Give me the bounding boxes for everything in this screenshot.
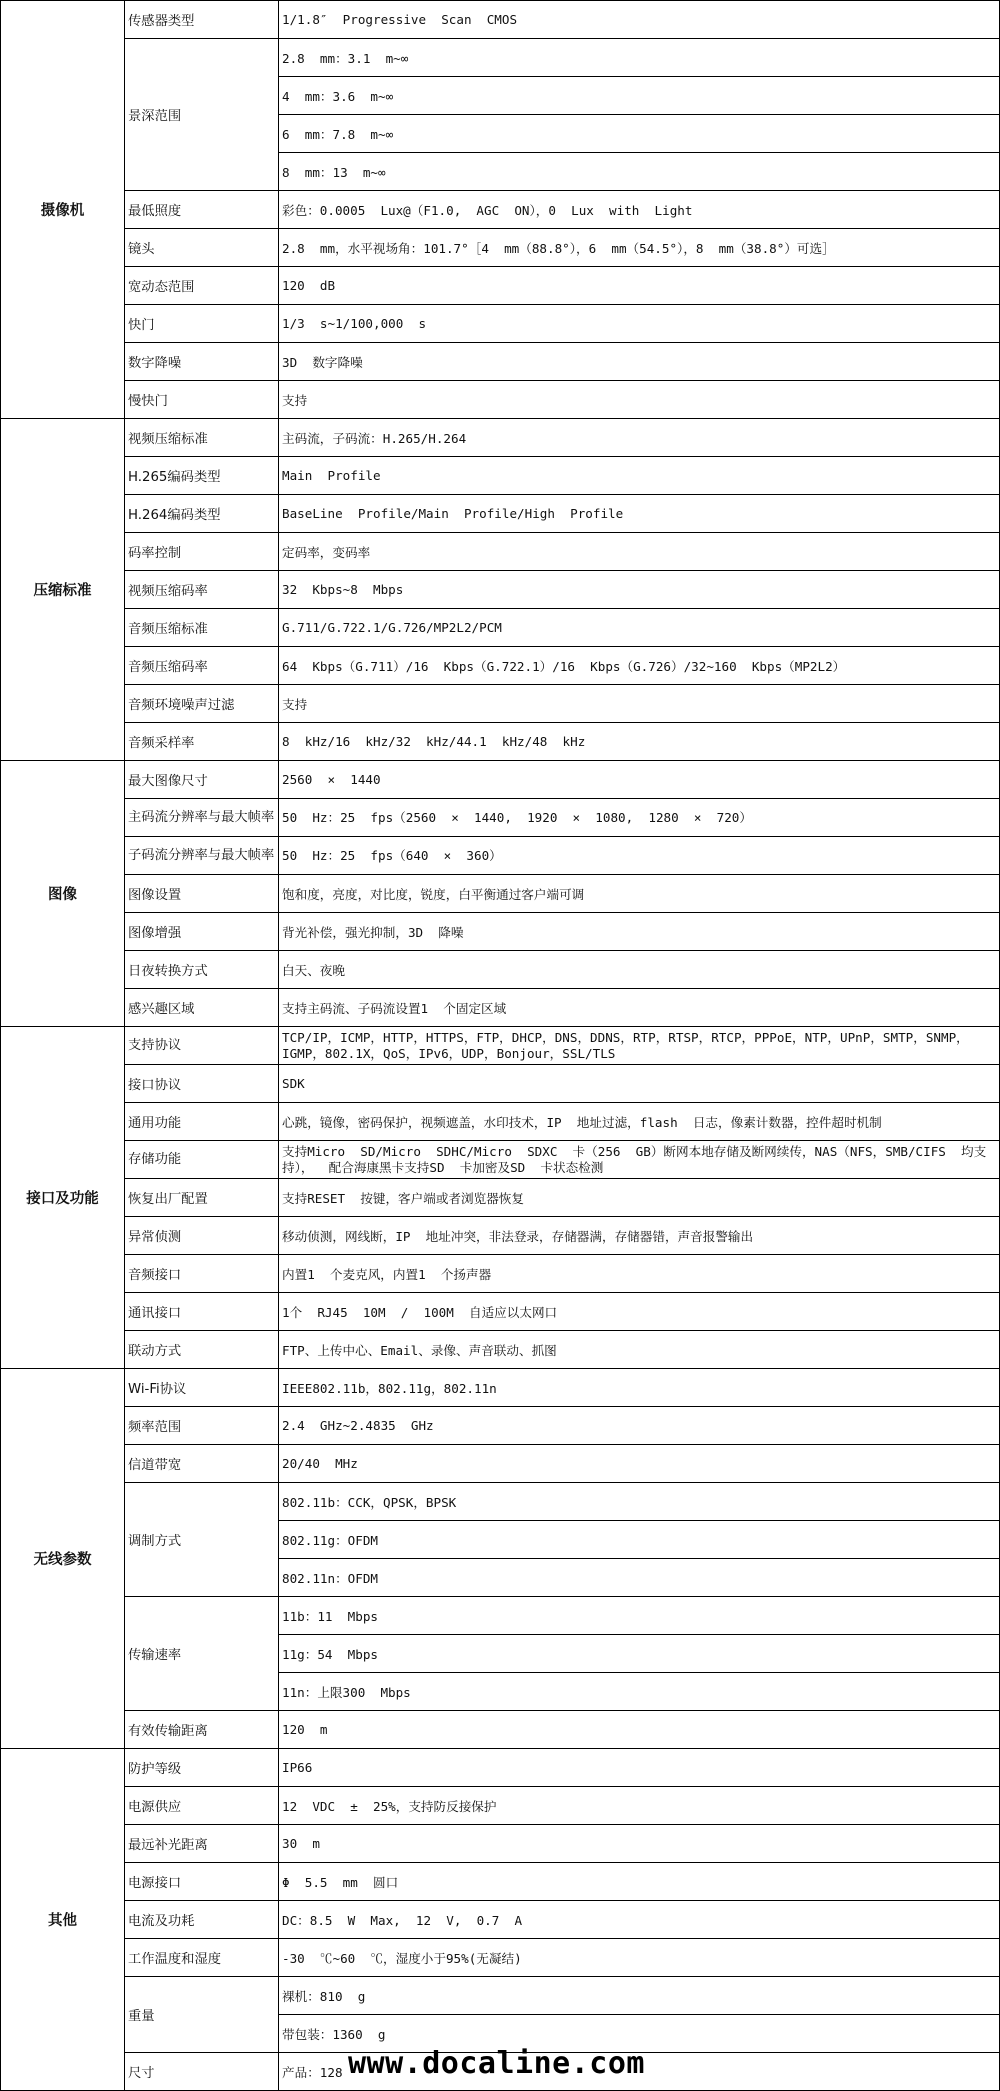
spec-row	[1, 229, 1000, 267]
spec-row	[1, 571, 1000, 609]
spec-row	[1, 457, 1000, 495]
spec-value: 背光补偿，强光抑制，3D 降噪	[279, 913, 1000, 951]
feature-label: 存储功能	[125, 1141, 279, 1179]
spec-value: 50 Hz：25 fps（640 × 360）	[279, 837, 1000, 875]
spec-row	[1, 685, 1000, 723]
spec-row	[1, 191, 1000, 229]
spec-value: G.711/G.722.1/G.726/MP2L2/PCM	[279, 609, 1000, 647]
feature-label: 视频压缩码率	[125, 571, 279, 609]
feature-label: 传感器类型	[125, 1, 279, 39]
spec-row	[1, 381, 1000, 419]
spec-row	[1, 39, 1000, 77]
spec-row	[1, 1293, 1000, 1331]
feature-label: 电源供应	[125, 1787, 279, 1825]
feature-label: 数字降噪	[125, 343, 279, 381]
spec-value: 802.11g：OFDM	[279, 1521, 1000, 1559]
spec-row	[1, 267, 1000, 305]
spec-value: 支持	[279, 381, 1000, 419]
feature-label: 宽动态范围	[125, 267, 279, 305]
spec-value: 白天、夜晚	[279, 951, 1000, 989]
spec-value: Main Profile	[279, 457, 1000, 495]
category-label: 其他	[1, 1749, 125, 2091]
spec-row	[1, 1597, 1000, 1635]
spec-value: 802.11n：OFDM	[279, 1559, 1000, 1597]
spec-value: SDK	[279, 1065, 1000, 1103]
feature-label: 支持协议	[125, 1027, 279, 1065]
category-label: 图像	[1, 761, 125, 1027]
feature-label: H.264编码类型	[125, 495, 279, 533]
category-label: 摄像机	[1, 1, 125, 419]
spec-value: 30 m	[279, 1825, 1000, 1863]
spec-row	[1, 1825, 1000, 1863]
spec-value: IEEE802.11b，802.11g，802.11n	[279, 1369, 1000, 1407]
spec-value: Φ 5.5 mm 圆口	[279, 1863, 1000, 1901]
feature-label: 联动方式	[125, 1331, 279, 1369]
feature-label: 景深范围	[125, 39, 279, 191]
spec-row	[1, 951, 1000, 989]
spec-value: 饱和度，亮度，对比度，锐度，白平衡通过客户端可调	[279, 875, 1000, 913]
spec-value: FTP、上传中心、Email、录像、声音联动、抓图	[279, 1331, 1000, 1369]
feature-label: Wi-Fi协议	[125, 1369, 279, 1407]
feature-label: 音频采样率	[125, 723, 279, 761]
spec-row	[1, 647, 1000, 685]
spec-value: 20/40 MHz	[279, 1445, 1000, 1483]
spec-value: 11g：54 Mbps	[279, 1635, 1000, 1673]
feature-label: 接口协议	[125, 1065, 279, 1103]
feature-label: 工作温度和湿度	[125, 1939, 279, 1977]
spec-table-body	[1, 1, 1000, 2091]
spec-value: 心跳，镜像，密码保护，视频遮盖，水印技术，IP 地址过滤，flash 日志，像素计数器，控件超时机制	[279, 1103, 1000, 1141]
feature-label: 通讯接口	[125, 1293, 279, 1331]
spec-row	[1, 533, 1000, 571]
feature-label: 码率控制	[125, 533, 279, 571]
feature-label: 感兴趣区域	[125, 989, 279, 1027]
spec-row	[1, 609, 1000, 647]
spec-value: 支持主码流、子码流设置1 个固定区域	[279, 989, 1000, 1027]
spec-row	[1, 761, 1000, 799]
spec-value: 支持Micro SD/Micro SDHC/Micro SDXC 卡（256 GB）断网本地存储及断网续传，NAS（NFS，SMB/CIFS 均支持）， 配合海康黑卡支持SD 卡加密及SD 卡状态检测	[279, 1141, 1000, 1179]
spec-row	[1, 1103, 1000, 1141]
spec-value: 主码流，子码流：H.265/H.264	[279, 419, 1000, 457]
feature-label: 快门	[125, 305, 279, 343]
watermark: www.docaline.com	[348, 2046, 645, 2081]
spec-value: 8 mm：13 m~∞	[279, 153, 1000, 191]
feature-label: 尺寸	[125, 2053, 279, 2091]
feature-label: H.265编码类型	[125, 457, 279, 495]
spec-value: 内置1 个麦克风，内置1 个扬声器	[279, 1255, 1000, 1293]
spec-row	[1, 1939, 1000, 1977]
spec-value: DC：8.5 W Max, 12 V, 0.7 A	[279, 1901, 1000, 1939]
spec-value: 11b：11 Mbps	[279, 1597, 1000, 1635]
feature-label: 异常侦测	[125, 1217, 279, 1255]
feature-label: 有效传输距离	[125, 1711, 279, 1749]
spec-value: 64 Kbps（G.711）/16 Kbps（G.722.1）/16 Kbps（G.726）/32~160 Kbps（MP2L2）	[279, 647, 1000, 685]
spec-row	[1, 495, 1000, 533]
spec-value: 1个 RJ45 10M / 100M 自适应以太网口	[279, 1293, 1000, 1331]
feature-label: 电流及功耗	[125, 1901, 279, 1939]
feature-label: 最低照度	[125, 191, 279, 229]
spec-value: 8 kHz/16 kHz/32 kHz/44.1 kHz/48 kHz	[279, 723, 1000, 761]
spec-row	[1, 1407, 1000, 1445]
spec-row	[1, 419, 1000, 457]
feature-label: 恢复出厂配置	[125, 1179, 279, 1217]
spec-value: 定码率，变码率	[279, 533, 1000, 571]
spec-value: 支持	[279, 685, 1000, 723]
feature-label: 通用功能	[125, 1103, 279, 1141]
spec-value: 3D 数字降噪	[279, 343, 1000, 381]
feature-label: 音频接口	[125, 1255, 279, 1293]
spec-value: 带包装：1360 g	[279, 2015, 1000, 2053]
feature-label: 主码流分辨率与最大帧率	[125, 799, 279, 837]
spec-value: 802.11b：CCK，QPSK，BPSK	[279, 1483, 1000, 1521]
spec-row	[1, 1331, 1000, 1369]
spec-value: 支持RESET 按键，客户端或者浏览器恢复	[279, 1179, 1000, 1217]
spec-row	[1, 1787, 1000, 1825]
spec-value: 2.4 GHz~2.4835 GHz	[279, 1407, 1000, 1445]
feature-label: 视频压缩标准	[125, 419, 279, 457]
spec-value: 120 dB	[279, 267, 1000, 305]
spec-row	[1, 1141, 1000, 1179]
spec-value: 4 mm：3.6 m~∞	[279, 77, 1000, 115]
spec-row	[1, 1483, 1000, 1521]
spec-row	[1, 1977, 1000, 2015]
feature-label: 电源接口	[125, 1863, 279, 1901]
spec-row	[1, 1027, 1000, 1065]
spec-value: 32 Kbps~8 Mbps	[279, 571, 1000, 609]
feature-label: 子码流分辨率与最大帧率	[125, 837, 279, 875]
spec-row	[1, 875, 1000, 913]
category-label: 接口及功能	[1, 1027, 125, 1369]
spec-value: 2560 × 1440	[279, 761, 1000, 799]
feature-label: 镜头	[125, 229, 279, 267]
feature-label: 最远补光距离	[125, 1825, 279, 1863]
spec-value: 120 m	[279, 1711, 1000, 1749]
spec-row	[1, 1217, 1000, 1255]
spec-row	[1, 2053, 1000, 2091]
spec-row	[1, 1179, 1000, 1217]
spec-row	[1, 1065, 1000, 1103]
spec-value: 移动侦测，网线断，IP 地址冲突，非法登录，存储器满，存储器错，声音报警输出	[279, 1217, 1000, 1255]
spec-row	[1, 343, 1000, 381]
feature-label: 信道带宽	[125, 1445, 279, 1483]
spec-row	[1, 1749, 1000, 1787]
spec-value: 12 VDC ± 25%，支持防反接保护	[279, 1787, 1000, 1825]
feature-label: 音频压缩标准	[125, 609, 279, 647]
spec-value: 2.8 mm，水平视场角：101.7°［4 mm（88.8°），6 mm（54.5°），8 mm（38.8°）可选］	[279, 229, 1000, 267]
spec-value: 产品：128	[279, 2053, 1000, 2091]
spec-row	[1, 989, 1000, 1027]
spec-value: 6 mm：7.8 m~∞	[279, 115, 1000, 153]
spec-row	[1, 1369, 1000, 1407]
feature-label: 频率范围	[125, 1407, 279, 1445]
spec-value: 裸机：810 g	[279, 1977, 1000, 2015]
feature-label: 音频压缩码率	[125, 647, 279, 685]
feature-label: 日夜转换方式	[125, 951, 279, 989]
spec-row	[1, 1445, 1000, 1483]
spec-row	[1, 837, 1000, 875]
spec-row	[1, 305, 1000, 343]
feature-label: 图像设置	[125, 875, 279, 913]
spec-value: 1/3 s~1/100,000 s	[279, 305, 1000, 343]
spec-row	[1, 913, 1000, 951]
spec-value: BaseLine Profile/Main Profile/High Profile	[279, 495, 1000, 533]
spec-value: 彩色：0.0005 Lux@（F1.0, AGC ON），0 Lux with Light	[279, 191, 1000, 229]
spec-row	[1, 1255, 1000, 1293]
spec-row	[1, 1711, 1000, 1749]
spec-value: TCP/IP，ICMP，HTTP，HTTPS，FTP，DHCP，DNS，DDNS，RTP，RTSP，RTCP，PPPoE，NTP，UPnP，SMTP，SNMP，IGMP，802.1X，QoS，IPv6，UDP，Bonjour，SSL/TLS	[279, 1027, 1000, 1065]
spec-value: 1/1.8″ Progressive Scan CMOS	[279, 1, 1000, 39]
category-label: 无线参数	[1, 1369, 125, 1749]
spec-row	[1, 1901, 1000, 1939]
category-label: 压缩标准	[1, 419, 125, 761]
spec-value: IP66	[279, 1749, 1000, 1787]
spec-value: -30 ℃~60 ℃，湿度小于95%(无凝结)	[279, 1939, 1000, 1977]
spec-row	[1, 1863, 1000, 1901]
feature-label: 最大图像尺寸	[125, 761, 279, 799]
spec-row	[1, 799, 1000, 837]
feature-label: 重量	[125, 1977, 279, 2053]
feature-label: 图像增强	[125, 913, 279, 951]
feature-label: 调制方式	[125, 1483, 279, 1597]
feature-label: 音频环境噪声过滤	[125, 685, 279, 723]
feature-label: 防护等级	[125, 1749, 279, 1787]
spec-value: 2.8 mm：3.1 m~∞	[279, 39, 1000, 77]
spec-value: 50 Hz：25 fps（2560 × 1440, 1920 × 1080, 1280 × 720）	[279, 799, 1000, 837]
spec-row	[1, 1, 1000, 39]
spec-row	[1, 723, 1000, 761]
feature-label: 慢快门	[125, 381, 279, 419]
feature-label: 传输速率	[125, 1597, 279, 1711]
spec-value: 11n：上限300 Mbps	[279, 1673, 1000, 1711]
